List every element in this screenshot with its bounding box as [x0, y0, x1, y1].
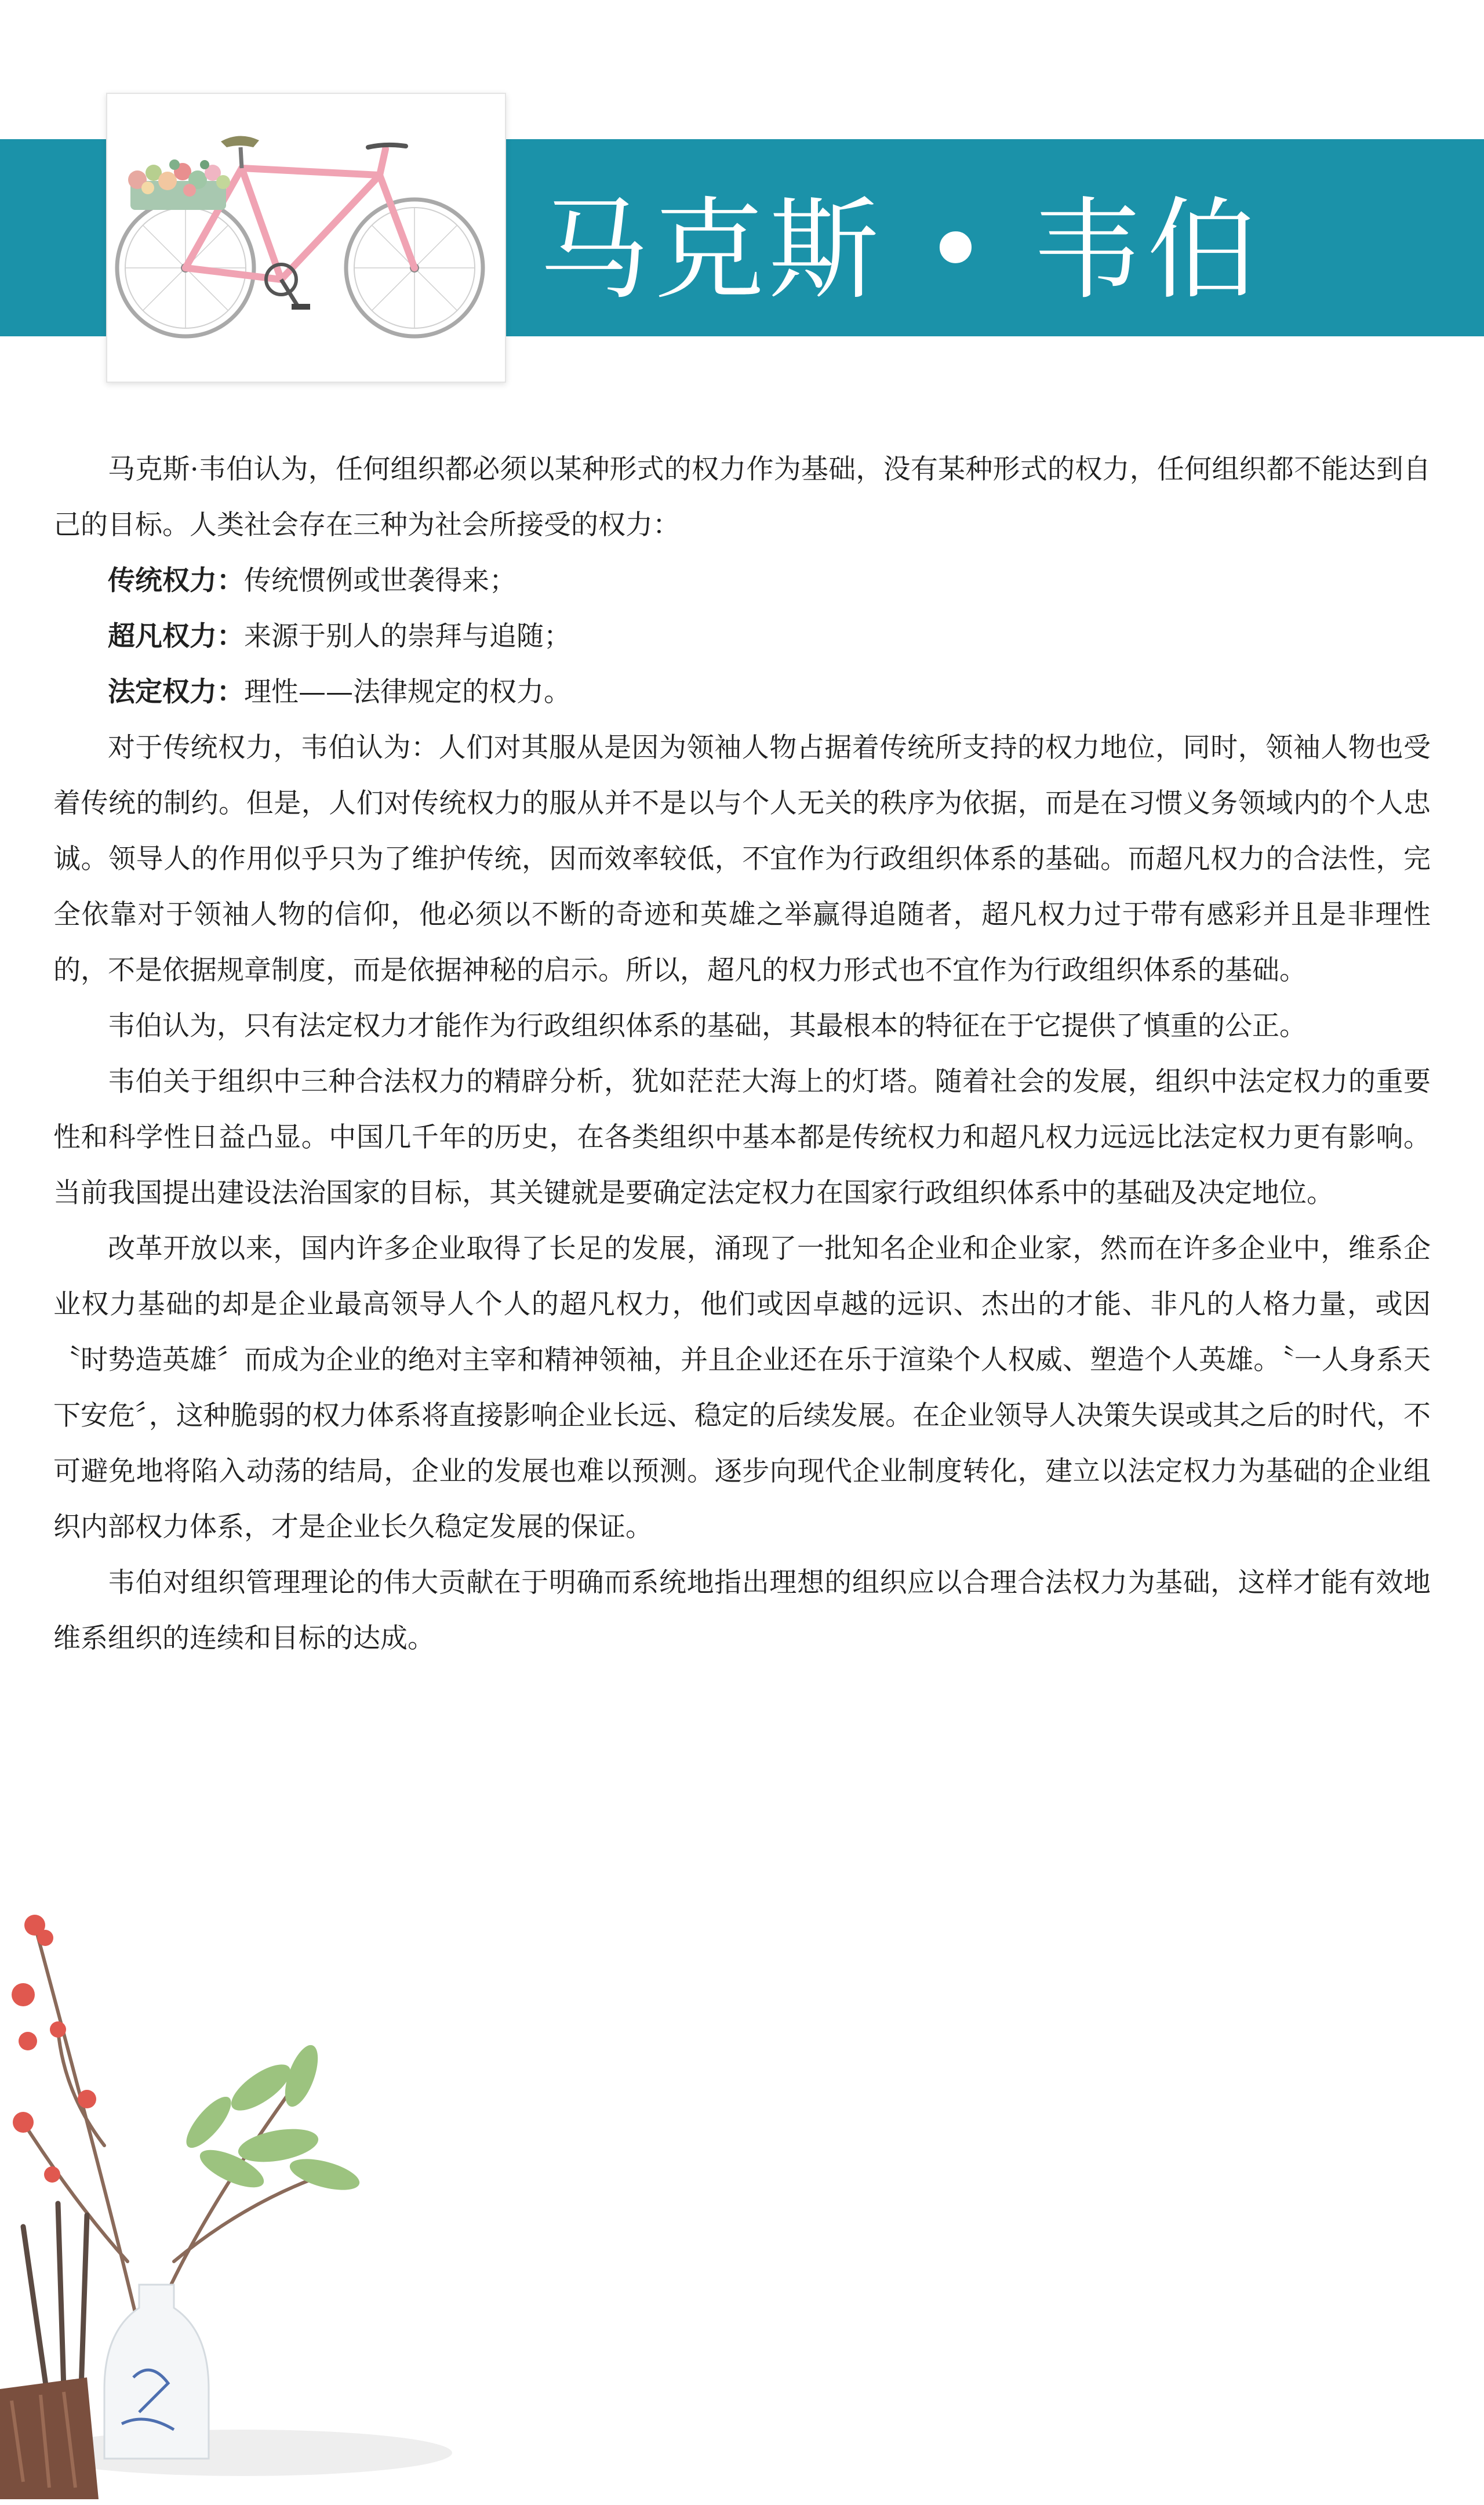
power-term: 传统权力： [108, 565, 244, 597]
power-desc: 传统惯例或世袭得来； [244, 565, 517, 597]
power-term: 法定权力： [108, 676, 244, 708]
body-paragraph: 对于传统权力，韦伯认为：人们对其服从是因为领袖人物占据着传统所支持的权力地位，同时，领袖人物也受着传统的制约。但是，人们对传统权力的服从并不是以与个人无关的秩序为依据，而是在习惯义务领域内的个人忠诚。领导人的作用似乎只为了维护传统，因而效率较低，不宜作为行政组织体系的基础。而超凡权力的合法性，完全依靠对于领袖人物的信仰，他必须以不断的奇迹和英雄之举赢得追随者，超凡权力过于带有感彩并且是非理性的，不是依据规章制度，而是依据神秘的启示。所以，超凡的权力形式也不宜作为行政组织体系的基础。 [53, 732, 1431, 986]
bicycle-with-flower-basket-illustration [107, 94, 505, 382]
header-image-card [106, 93, 506, 383]
body-paragraph: 改革开放以来，国内许多企业取得了长足的发展，涌现了一批知名企业和企业家，然而在许多企业中，维系企业权力基础的却是企业最高领导人个人的超凡权力，他们或因卓越的远识、杰出的才能、非凡的人格力量，或因〝时势造英雄〞而成为企业的绝对主宰和精神领袖，并且企业还在乐于渲染个人权威、塑造个人英雄。〝一人身系天下安危〞，这种脆弱的权力体系将直接影响企业长远、稳定的后续发展。在企业领导人决策失误或其之后的时代，不可避免地将陷入动荡的结局，企业的发展也难以预测。逐步向现代企业制度转化，建立以法定权力为基础的企业组织内部权力体系，才是企业长久稳定发展的保证。 [53, 1233, 1431, 1543]
power-term: 超凡权力： [108, 620, 244, 652]
article-body [53, 442, 1431, 1667]
page-title: 马克斯 • 韦伯 [539, 186, 1262, 314]
power-desc: 理性——法律规定的权力。 [244, 676, 571, 708]
intro-paragraph: 马克斯·韦伯认为，任何组织都必须以某种形式的权力作为基础，没有某种形式的权力，任何组织都不能达到自己的目标。人类社会存在三种为社会所接受的权力： [53, 453, 1431, 541]
power-desc: 来源于别人的崇拜与追随； [244, 620, 571, 652]
body-paragraph: 韦伯认为，只有法定权力才能作为行政组织体系的基础，其最根本的特征在于它提供了慎重的公正。 [108, 1010, 1307, 1042]
body-paragraph: 韦伯关于组织中三种合法权力的精辟分析，犹如茫茫大海上的灯塔。随着社会的发展，组织中法定权力的重要性和科学性日益凸显。中国几千年的历史，在各类组织中基本都是传统权力和超凡权力远远比法定权力更有影响。当前我国提出建设法治国家的目标，其关键就是要确定法定权力在国家行政组织体系中的基础及决定地位。 [53, 1066, 1431, 1209]
body-paragraph: 韦伯对组织管理理论的伟大贡献在于明确而系统地指出理想的组织应以合理合法权力为基础，这样才能有效地维系组织的连续和目标的达成。 [53, 1567, 1431, 1654]
plum-blossom-vase-brush-pot-illustration [0, 1902, 475, 2505]
power-item-traditional [53, 553, 1431, 609]
power-item-legal [53, 665, 1431, 720]
power-item-charismatic [53, 609, 1431, 665]
